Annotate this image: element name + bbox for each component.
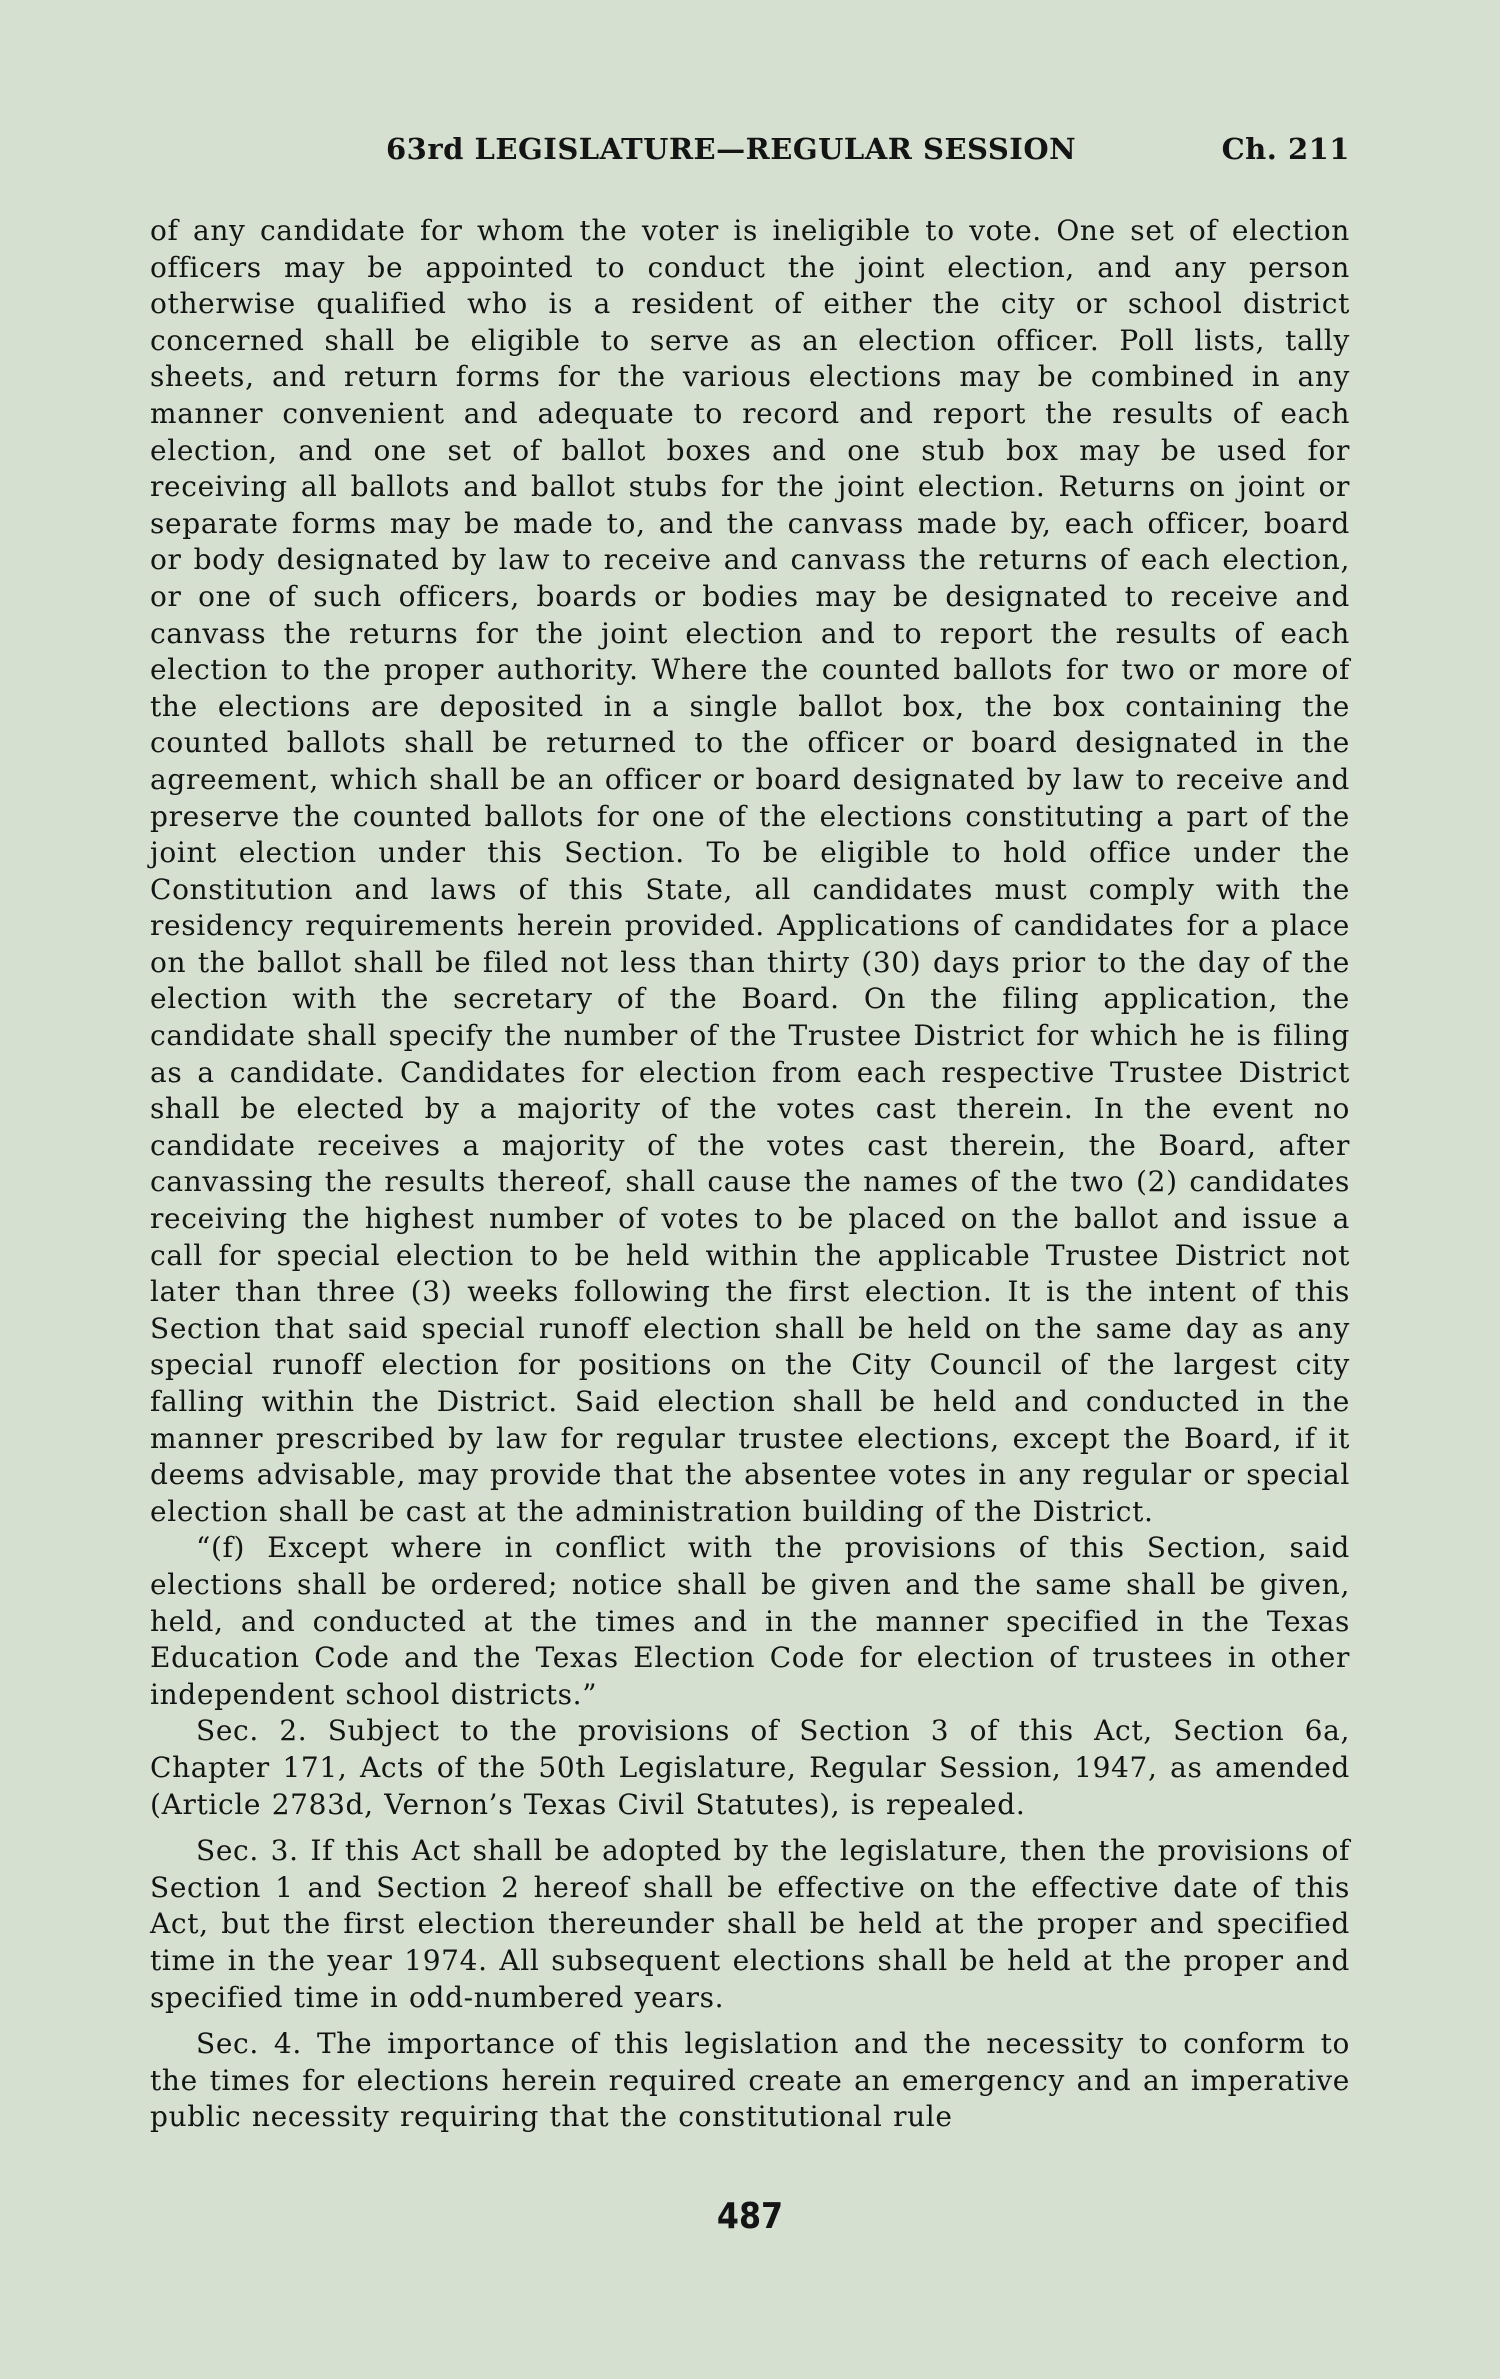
page-number: 487 <box>716 2196 784 2237</box>
paragraph-continuation: of any candidate for whom the voter is ineligible to vote. One set of election officers may be appointed to conduct the joint election, and any person otherwise qualified who is a resident of either the city or school district concerned shall be eligible to serve as an election officer. Poll lists, tally sheets, and return forms for the various elections may be combined in any manner convenient and adequate to record and report the results of each election, and one set of ballot boxes and one stub box may be used for receiving all ballots and ballot stubs for the joint election. Returns on joint or separate forms may be made to, and the canvass made by, each officer, board or body designated by law to receive and canvass the returns of each election, or one of such officers, boards or bodies may be designated to receive and canvass the returns for the joint election and to report the results of each election to the proper authority. Where the counted ballots for two or more of the elections are deposited in a single ballot box, the box containing the counted ballots shall be returned to the officer or board designated in the agreement, which shall be an officer or board designated by law to receive and preserve the counted ballots for one of the elections constituting a part of the joint election under this Section. To be eligible to hold office under the Constitution and laws of this State, all candidates must comply with the residency requirements herein provided. Applications of candidates for a place on the ballot shall be filed not less than thirty (30) days prior to the day of the election with the secretary of the Board. On the filing application, the candidate shall specify the number of the Trustee District for which he is filing as a candidate. Candidates for election from each respective Trustee District shall be elected by a majority of the votes cast therein. In the event no candidate receives a majority of the votes cast therein, the Board, after canvassing the results thereof, shall cause the names of the two (2) candidates receiving the highest number of votes to be placed on the ballot and issue a call for special election to be held within the applicable Trustee District not later than three (3) weeks following the first election. It is the intent of this Section that said special runoff election shall be held on the same day as any special runoff election for positions on the City Council of the largest city falling within the District. Said election shall be held and conducted in the manner prescribed by law for regular trustee elections, except the Board, if it deems advisable, may provide that the absentee votes in any regular or special election shall be cast at the administration building of the District. <box>150 214 1350 1528</box>
paragraph-subsection-f: “(f) Except where in conflict with the provisions of this Section, said elections shall be ordered; notice shall be given and the same shall be given, held, and conducted at the times and in the manner specified in the Texas Education Code and the Texas Election Code for election of trustees in other independent school districts.” <box>150 1531 1350 1711</box>
header-chapter: Ch. 211 <box>1221 132 1350 166</box>
running-header <box>150 132 1350 180</box>
paragraph-sec-2: Sec. 2. Subject to the provisions of Section 3 of this Act, Section 6a, Chapter 171, Acts of the 50th Legislature, Regular Session, 1947, as amended (Article 2783d, Vernon’s Texas Civil Statutes), is repealed. <box>150 1714 1350 1821</box>
body-text <box>150 213 1350 2136</box>
paragraph-sec-4: Sec. 4. The importance of this legislation and the necessity to conform to the times for elections herein required create an emergency and an imperative public necessity requiring that the constitutional rule <box>150 2027 1350 2134</box>
header-title: 63rd LEGISLATURE—REGULAR SESSION <box>386 132 1077 166</box>
paragraph-sec-3: Sec. 3. If this Act shall be adopted by the legislature, then the provisions of Section 1 and Section 2 hereof shall be effective on the effective date of this Act, but the first election thereunder shall be held at the proper and specified time in the year 1974. All subsequent elections shall be held at the proper and specified time in odd-numbered years. <box>150 1834 1350 2014</box>
